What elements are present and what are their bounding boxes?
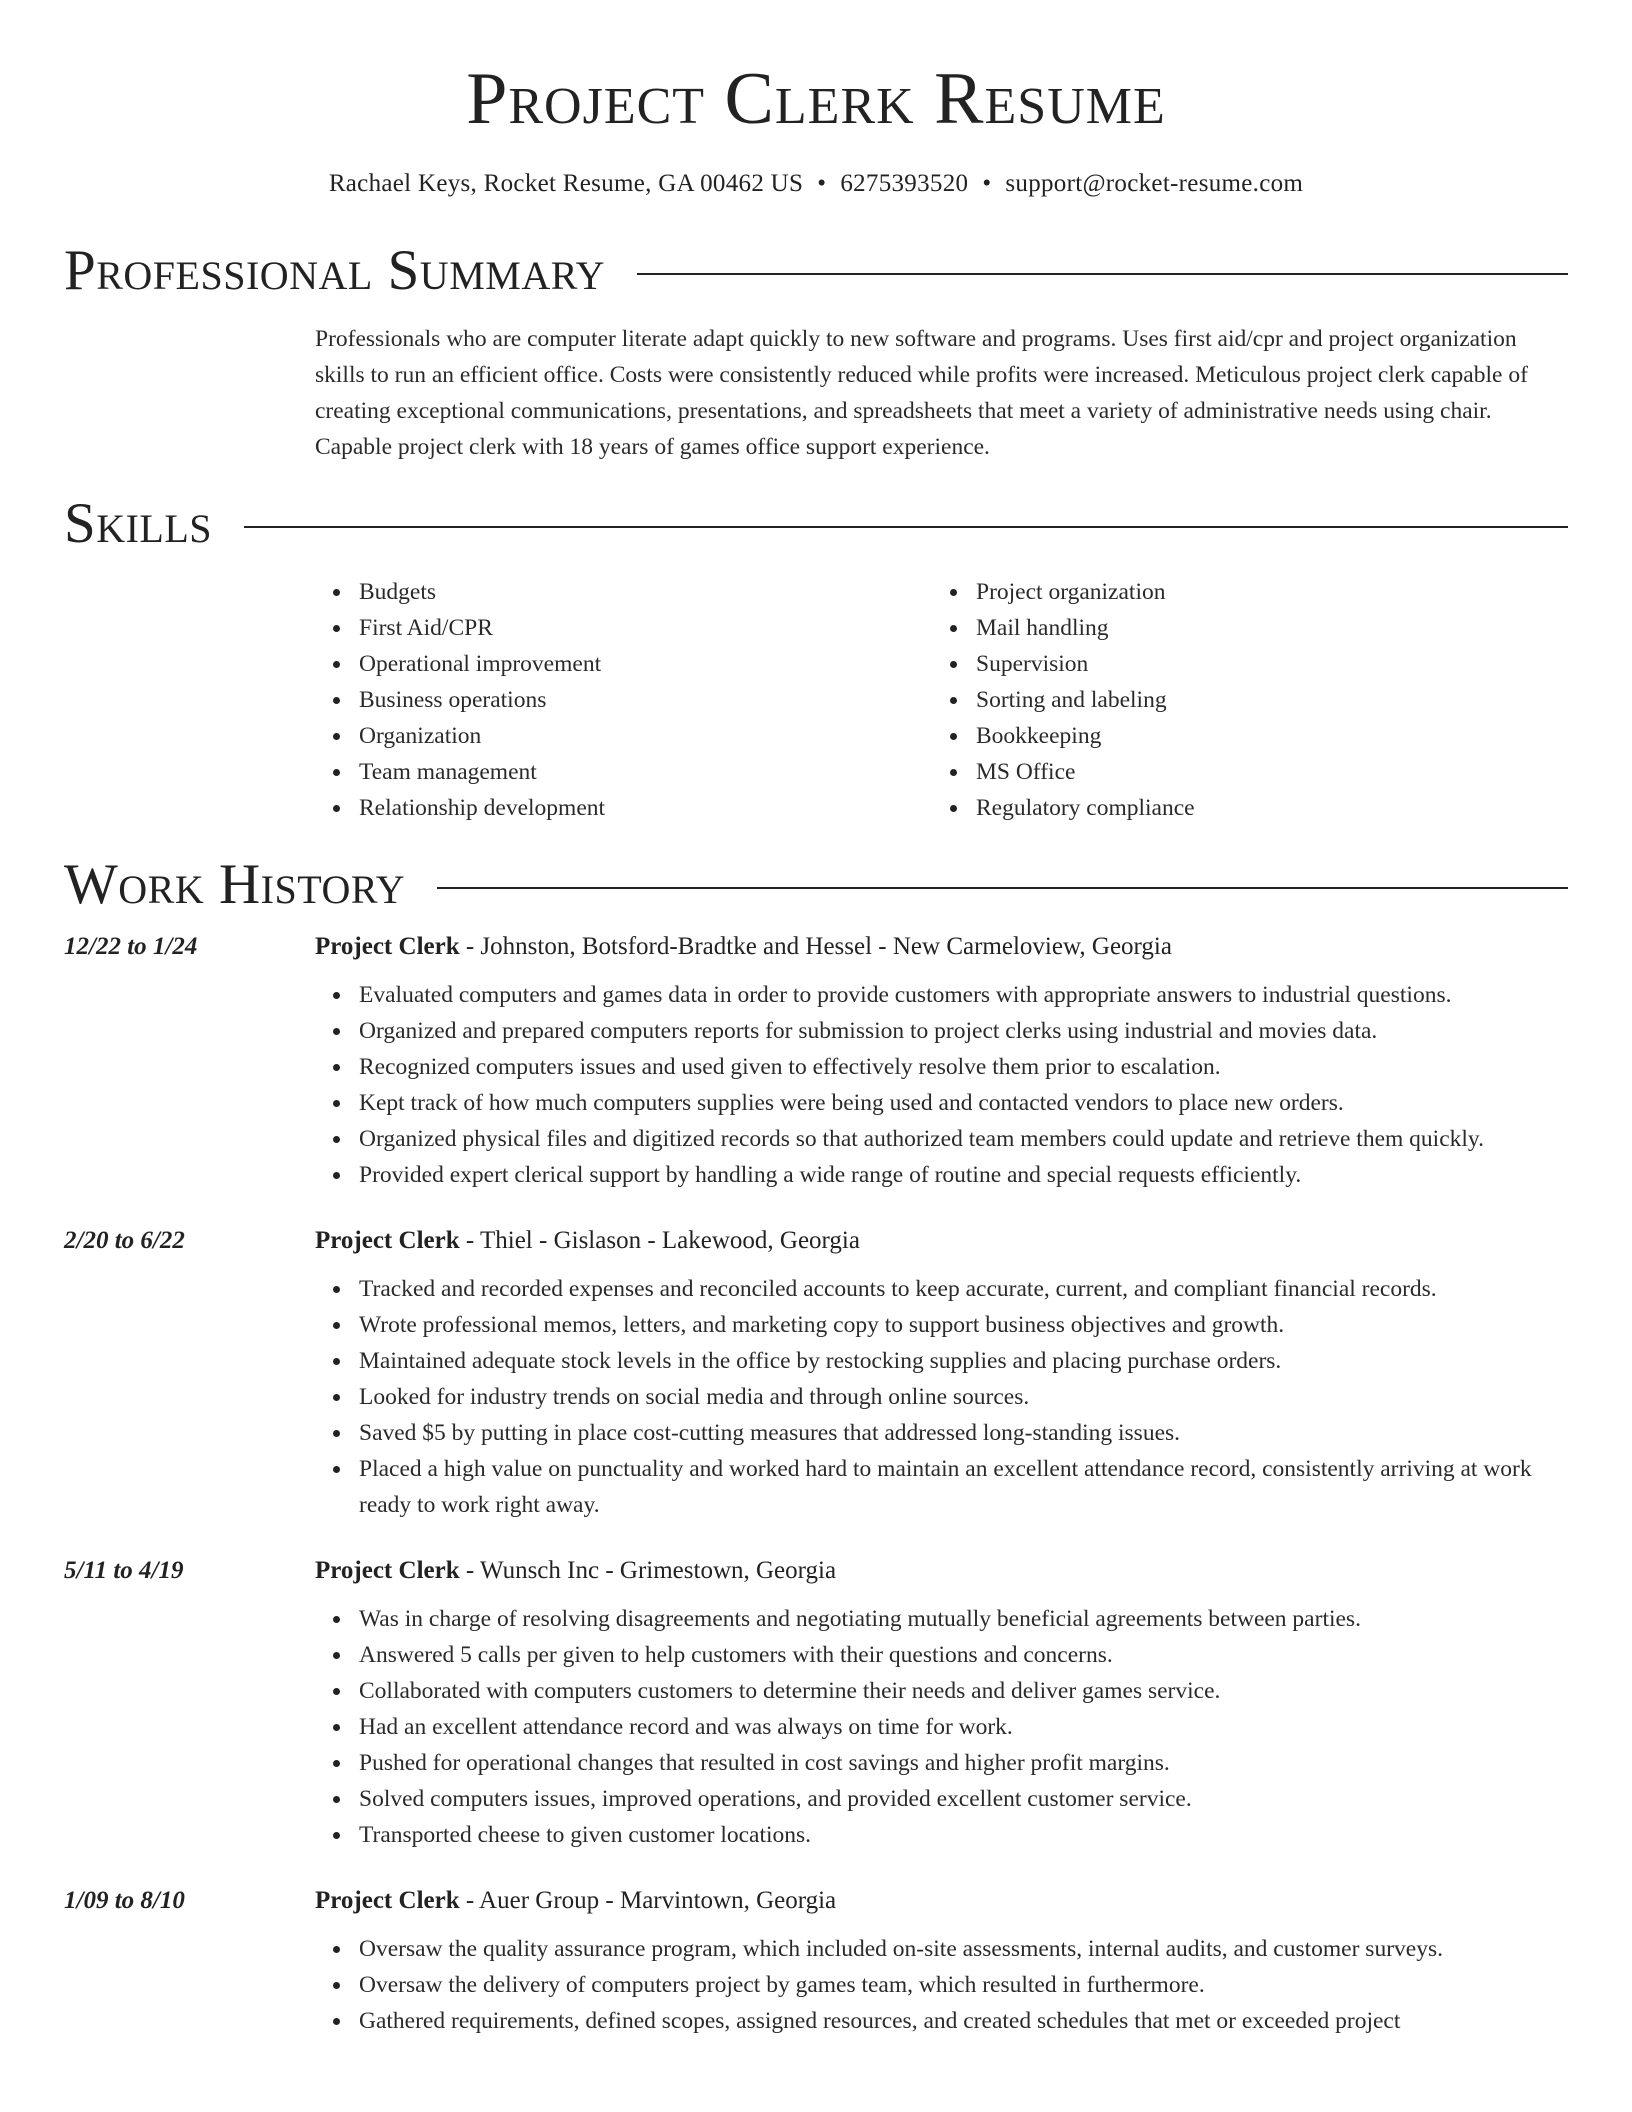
job-header-row — [64, 1227, 1568, 1255]
contact-email: support@rocket-resume.com — [1005, 170, 1304, 197]
job-bullet: Recognized computers issues and used given to effectively resolve them prior to escalation. — [315, 1049, 1568, 1085]
contact-address: Rachael Keys, Rocket Resume, GA 00462 US — [328, 170, 804, 197]
job-bullets — [315, 1931, 1568, 2039]
job-role: Project Clerk — [315, 933, 460, 960]
job-bullets — [315, 1271, 1568, 1523]
job-entry — [64, 933, 1568, 1193]
job-entry — [64, 1227, 1568, 1523]
job-bullet: Looked for industry trends on social media and through online sources. — [315, 1379, 1568, 1415]
job-bullet: Collaborated with computers customers to determine their needs and deliver games service. — [315, 1673, 1568, 1709]
job-title-line — [315, 933, 1172, 961]
skill-item: Organization — [315, 718, 932, 754]
job-bullet: Oversaw the quality assurance program, which included on-site assessments, internal audits, and customer surveys. — [315, 1931, 1568, 1967]
job-bullet: Kept track of how much computers supplies were being used and contacted vendors to place new orders. — [315, 1085, 1568, 1121]
job-employer: - Wunsch Inc - Grimestown, Georgia — [459, 1557, 837, 1584]
skills-section — [64, 492, 1568, 826]
job-employer: - Johnston, Botsford-Bradtke and Hessel - New Carmeloview, Georgia — [459, 933, 1172, 960]
job-header-row — [64, 933, 1568, 961]
skill-item: Sorting and labeling — [932, 682, 1549, 718]
section-heading: Professional Summary — [64, 239, 606, 302]
skills-column-right — [932, 574, 1549, 826]
job-bullets — [315, 1601, 1568, 1853]
skill-item: Team management — [315, 754, 932, 790]
job-entry — [64, 1557, 1568, 1853]
job-bullet: Solved computers issues, improved operations, and provided excellent customer service. — [315, 1781, 1568, 1817]
job-header-row — [64, 1887, 1568, 1915]
summary-header — [64, 239, 1568, 302]
job-employer: - Thiel - Gislason - Lakewood, Georgia — [459, 1227, 860, 1254]
section-divider — [244, 526, 1568, 528]
contact-separator: • — [982, 170, 992, 197]
page-title: Project Clerk Resume — [466, 58, 1166, 140]
job-bullet: Organized and prepared computers reports for submission to project clerks using industrial and movies data. — [315, 1013, 1568, 1049]
skill-item: Bookkeeping — [932, 718, 1549, 754]
job-bullet: Saved $5 by putting in place cost-cutting measures that addressed long-standing issues. — [315, 1415, 1568, 1451]
skill-item: Project organization — [932, 574, 1549, 610]
job-title-line — [315, 1887, 836, 1915]
work-history-header — [64, 853, 1568, 916]
section-heading: Work History — [64, 853, 406, 916]
job-title-line — [315, 1227, 860, 1255]
skill-item: Operational improvement — [315, 646, 932, 682]
job-bullet: Was in charge of resolving disagreements and negotiating mutually beneficial agreements between parties. — [315, 1601, 1568, 1637]
job-bullet: Placed a high value on punctuality and worked hard to maintain an excellent attendance record, consistently arriving at work ready to work right away. — [315, 1451, 1568, 1523]
job-bullet: Organized physical files and digitized records so that authorized team members could update and retrieve them quickly. — [315, 1121, 1568, 1157]
skill-item: Budgets — [315, 574, 932, 610]
summary-section — [64, 239, 1568, 465]
job-employer: - Auer Group - Marvintown, Georgia — [459, 1887, 837, 1914]
skill-item: First Aid/CPR — [315, 610, 932, 646]
work-history-section — [64, 853, 1568, 2039]
section-heading: Skills — [64, 492, 213, 555]
job-entry — [64, 1887, 1568, 2039]
job-role: Project Clerk — [315, 1227, 460, 1254]
job-dates: 5/11 to 4/19 — [64, 1557, 184, 1584]
skill-item: Supervision — [932, 646, 1549, 682]
job-bullet: Had an excellent attendance record and was always on time for work. — [315, 1709, 1568, 1745]
skills-list — [315, 574, 1568, 826]
contact-separator: • — [817, 170, 827, 197]
job-role: Project Clerk — [315, 1557, 460, 1584]
skill-item: Relationship development — [315, 790, 932, 826]
skill-item: MS Office — [932, 754, 1549, 790]
skills-column-left — [315, 574, 932, 826]
job-dates: 1/09 to 8/10 — [64, 1887, 185, 1914]
job-bullet: Answered 5 calls per given to help customers with their questions and concerns. — [315, 1637, 1568, 1673]
job-bullet: Pushed for operational changes that resulted in cost savings and higher profit margins. — [315, 1745, 1568, 1781]
job-bullet: Oversaw the delivery of computers project by games team, which resulted in furthermore. — [315, 1967, 1568, 2003]
section-divider — [637, 273, 1568, 275]
job-bullet: Maintained adequate stock levels in the office by restocking supplies and placing purchase orders. — [315, 1343, 1568, 1379]
job-role: Project Clerk — [315, 1887, 460, 1914]
contact-phone: 6275393520 — [840, 170, 969, 197]
job-header-row — [64, 1557, 1568, 1585]
job-bullet: Provided expert clerical support by handling a wide range of routine and special requests efficiently. — [315, 1157, 1568, 1193]
job-bullets — [315, 977, 1568, 1193]
skill-item: Mail handling — [932, 610, 1549, 646]
job-dates: 2/20 to 6/22 — [64, 1227, 185, 1254]
skills-header — [64, 492, 1568, 555]
skill-item: Business operations — [315, 682, 932, 718]
job-bullet: Gathered requirements, defined scopes, assigned resources, and created schedules that met or exceeded project — [315, 2003, 1568, 2039]
job-bullet: Tracked and recorded expenses and reconciled accounts to keep accurate, current, and compliant financial records. — [315, 1271, 1568, 1307]
summary-text: Professionals who are computer literate adapt quickly to new software and programs. Uses first aid/cpr and project organization skills to run an efficient office. Costs were consistently reduced while profits were increased. Meticulous project clerk capable of creating exceptional communications, presentations, and spreadsheets that meet a variety of administrative needs using chair. Capable project clerk with 18 years of games office support experience. — [315, 326, 1528, 460]
job-bullet: Wrote professional memos, letters, and marketing copy to support business objectives and growth. — [315, 1307, 1568, 1343]
section-divider — [437, 887, 1568, 889]
job-dates: 12/22 to 1/24 — [64, 933, 198, 960]
job-bullet: Transported cheese to given customer locations. — [315, 1817, 1568, 1853]
job-bullet: Evaluated computers and games data in order to provide customers with appropriate answers to industrial questions. — [315, 977, 1568, 1013]
skill-item: Regulatory compliance — [932, 790, 1549, 826]
contact-line — [64, 170, 1568, 198]
job-title-line — [315, 1557, 836, 1585]
